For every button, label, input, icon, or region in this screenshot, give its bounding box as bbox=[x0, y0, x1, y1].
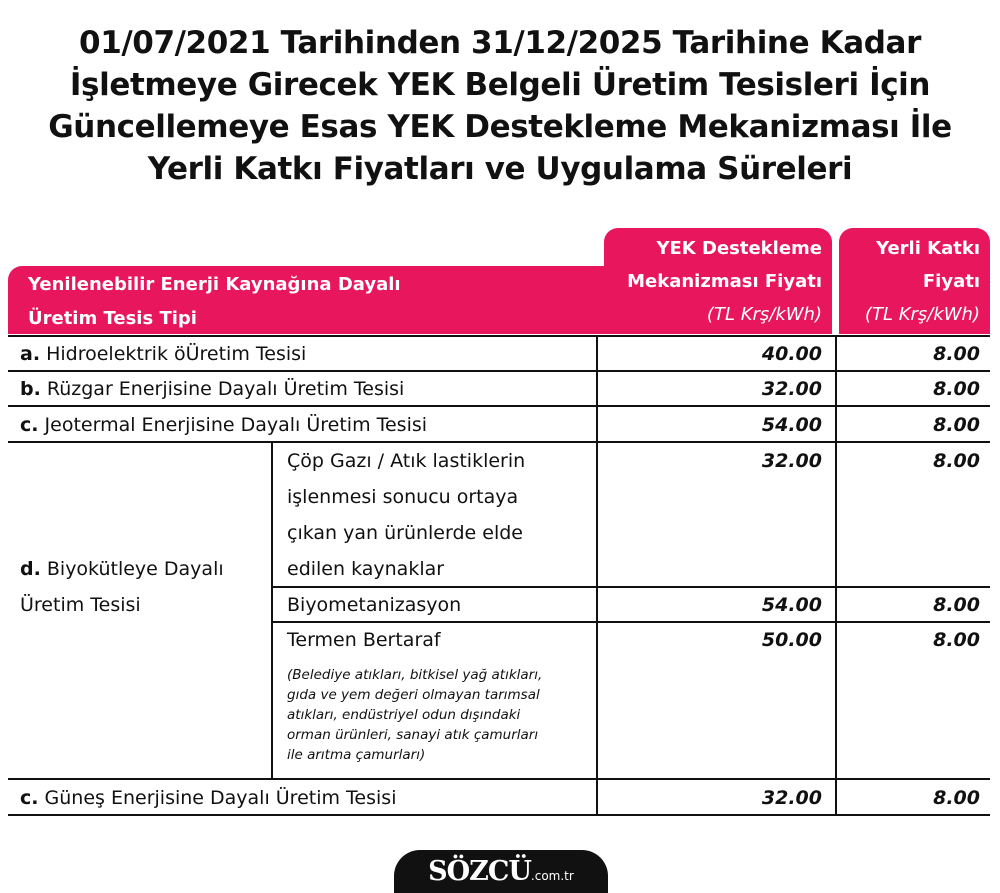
local-price-value: 8.00 bbox=[933, 378, 980, 400]
table-row bbox=[20, 780, 396, 816]
sub-row-landfill-gas bbox=[287, 443, 525, 587]
logo-main-text: SÖZCÜ bbox=[428, 856, 531, 887]
column-divider bbox=[596, 335, 598, 815]
table-row bbox=[20, 407, 427, 443]
yek-price-value: 50.00 bbox=[761, 629, 822, 651]
yek-price-value: 54.00 bbox=[761, 594, 822, 616]
local-price-value: 8.00 bbox=[933, 450, 980, 472]
row-letter: d. bbox=[20, 558, 41, 580]
header-yek-line1: YEK Destekleme bbox=[656, 238, 822, 259]
sub-row-thermal-disposal: Termen Bertaraf bbox=[287, 629, 441, 651]
row-letter: c. bbox=[20, 414, 39, 436]
header-yek-price bbox=[604, 228, 832, 334]
header-yek-line2: Mekanizması Fiyatı bbox=[627, 271, 822, 292]
title-line-4: Yerli Katkı Fiyatları ve Uygulama Süreleri bbox=[147, 151, 853, 187]
local-price-value: 8.00 bbox=[933, 629, 980, 651]
sub-row-label: edilen kaynaklar bbox=[287, 558, 445, 580]
page-title bbox=[0, 22, 1000, 190]
header-local-unit: (TL Krş/kWh) bbox=[864, 304, 980, 325]
row-label-line2: Üretim Tesisi bbox=[20, 594, 141, 616]
sub-row-biomethanization: Biyometanizasyon bbox=[287, 594, 462, 616]
yek-price-value: 40.00 bbox=[761, 343, 822, 365]
row-label: Hidroelektrik öÜretim Tesisi bbox=[46, 343, 307, 365]
note-line: atıkları, endüstriyel odun dışındaki bbox=[287, 707, 521, 723]
header-local-line1: Yerli Katkı bbox=[876, 238, 980, 259]
row-letter: b. bbox=[20, 378, 41, 400]
row-label: Rüzgar Enerjisine Dayalı Üretim Tesisi bbox=[46, 378, 405, 400]
local-price-value: 8.00 bbox=[933, 414, 980, 436]
title-line-3: Güncellemeye Esas YEK Destekleme Mekanizması İle bbox=[48, 109, 952, 145]
local-price-value: 8.00 bbox=[933, 343, 980, 365]
note-line: ile arıtma çamurları) bbox=[287, 747, 426, 763]
row-label: Jeotermal Enerjisine Dayalı Üretim Tesisi bbox=[44, 414, 428, 436]
header-local-price bbox=[839, 228, 990, 334]
yek-price-value: 32.00 bbox=[761, 378, 822, 400]
header-yek-unit: (TL Krş/kWh) bbox=[706, 304, 822, 325]
title-line-2: İşletmeye Girecek YEK Belgeli Üretim Tesisleri İçin bbox=[69, 67, 931, 103]
yek-price-value: 54.00 bbox=[761, 414, 822, 436]
note-line: (Belediye atıkları, bitkisel yağ atıkları, bbox=[287, 667, 543, 683]
row-label: Güneş Enerjisine Dayalı Üretim Tesisi bbox=[44, 787, 397, 809]
row-letter: a. bbox=[20, 343, 41, 365]
column-divider bbox=[271, 441, 273, 779]
sub-row-label: çıkan yan ürünlerde elde bbox=[287, 522, 523, 544]
row-label: Biyokütleye Dayalı bbox=[46, 558, 224, 580]
header-type-line1: Yenilenebilir Enerji Kaynağına Dayalı bbox=[28, 274, 401, 295]
sub-row-label: Çöp Gazı / Atık lastiklerin bbox=[287, 450, 526, 472]
note-line: gıda ve yem değeri olmayan tarımsal bbox=[287, 687, 540, 703]
local-price-value: 8.00 bbox=[933, 594, 980, 616]
note-line: orman ürünleri, sanayi atık çamurları bbox=[287, 727, 539, 743]
sub-row-label: işlenmesi sonucu ortaya bbox=[287, 486, 519, 508]
column-divider bbox=[835, 335, 837, 815]
table-row-biomass bbox=[20, 551, 224, 623]
table-row bbox=[20, 336, 306, 372]
table-row bbox=[20, 371, 404, 407]
row-letter: c. bbox=[20, 787, 39, 809]
title-line-1: 01/07/2021 Tarihinden 31/12/2025 Tarihine Kadar bbox=[79, 25, 921, 61]
sozcu-logo bbox=[394, 850, 608, 893]
yek-price-value: 32.00 bbox=[761, 787, 822, 809]
logo-domain-text: .com.tr bbox=[530, 869, 574, 883]
header-type-line2: Üretim Tesis Tipi bbox=[28, 308, 197, 329]
yek-price-value: 32.00 bbox=[761, 450, 822, 472]
thermal-disposal-note bbox=[287, 665, 542, 765]
header-facility-type bbox=[8, 266, 604, 334]
local-price-value: 8.00 bbox=[933, 787, 980, 809]
header-local-line2: Fiyatı bbox=[922, 271, 980, 292]
